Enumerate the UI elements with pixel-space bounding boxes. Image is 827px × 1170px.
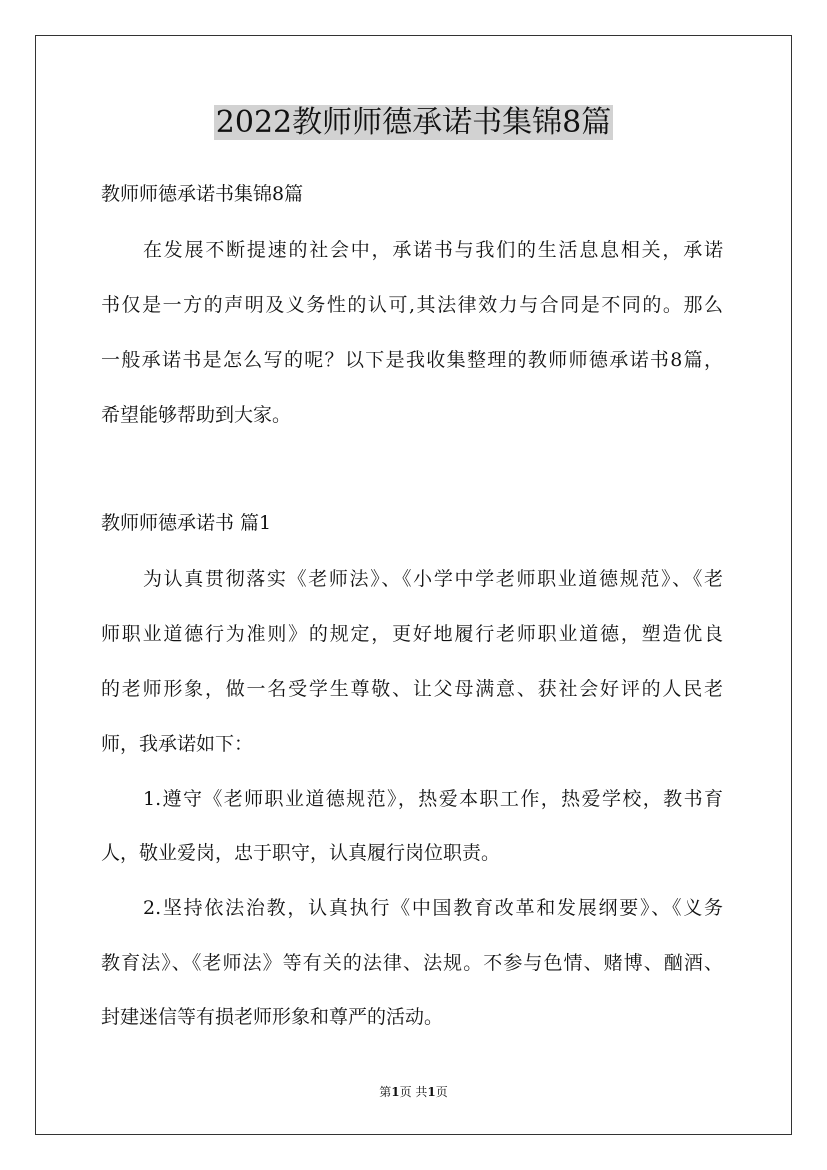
- body-line-2: 师职业道德行为准则》的规定，更好地履行老师职业道德，塑造优良: [101, 623, 723, 645]
- subtitle-line: 教师师德承诺书集锦8篇: [101, 183, 304, 205]
- footer-mid: 页 共: [399, 1085, 428, 1099]
- footer-total-pages: 1: [427, 1085, 436, 1099]
- intro-line-1: 在发展不断提速的社会中，承诺书与我们的生活息息相关，承诺: [143, 239, 723, 261]
- clause-2-line-3: 封建迷信等有损老师形象和尊严的活动。: [101, 1006, 444, 1028]
- clause-1-line-1: 1.遵守《老师职业道德规范》，热爱本职工作，热爱学校，教书育: [143, 788, 723, 810]
- footer-prefix: 第: [379, 1085, 392, 1099]
- document-title-text: 2022教师师德承诺书集锦8篇: [215, 105, 612, 140]
- intro-line-3: 一般承诺书是怎么写的呢？以下是我收集整理的教师师德承诺书8篇，: [101, 349, 723, 371]
- document-title: [0, 100, 827, 146]
- section-heading: 教师师德承诺书 篇1: [101, 512, 272, 534]
- body-line-1: 为认真贯彻落实《老师法》、《小学中学老师职业道德规范》、《老: [143, 568, 723, 590]
- clause-1-line-2: 人，敬业爱岗，忠于职守，认真履行岗位职责。: [101, 842, 501, 864]
- page-footer: [0, 1084, 827, 1100]
- clause-2-line-2: 教育法》、《老师法》等有关的法律、法规。不参与色情、赌博、酗酒、: [101, 952, 723, 974]
- body-line-3: 的老师形象，做一名受学生尊敬、让父母满意、获社会好评的人民老: [101, 678, 723, 700]
- body-line-4: 师，我承诺如下：: [101, 733, 254, 755]
- footer-suffix: 页: [435, 1085, 448, 1099]
- footer-current-page: 1: [391, 1085, 400, 1099]
- clause-2-line-1: 2.坚持依法治教，认真执行《中国教育改革和发展纲要》、《义务: [143, 897, 723, 919]
- intro-line-4: 希望能够帮助到大家。: [101, 404, 292, 426]
- intro-line-2: 书仅是一方的声明及义务性的认可,其法律效力与合同是不同的。那么: [101, 294, 723, 316]
